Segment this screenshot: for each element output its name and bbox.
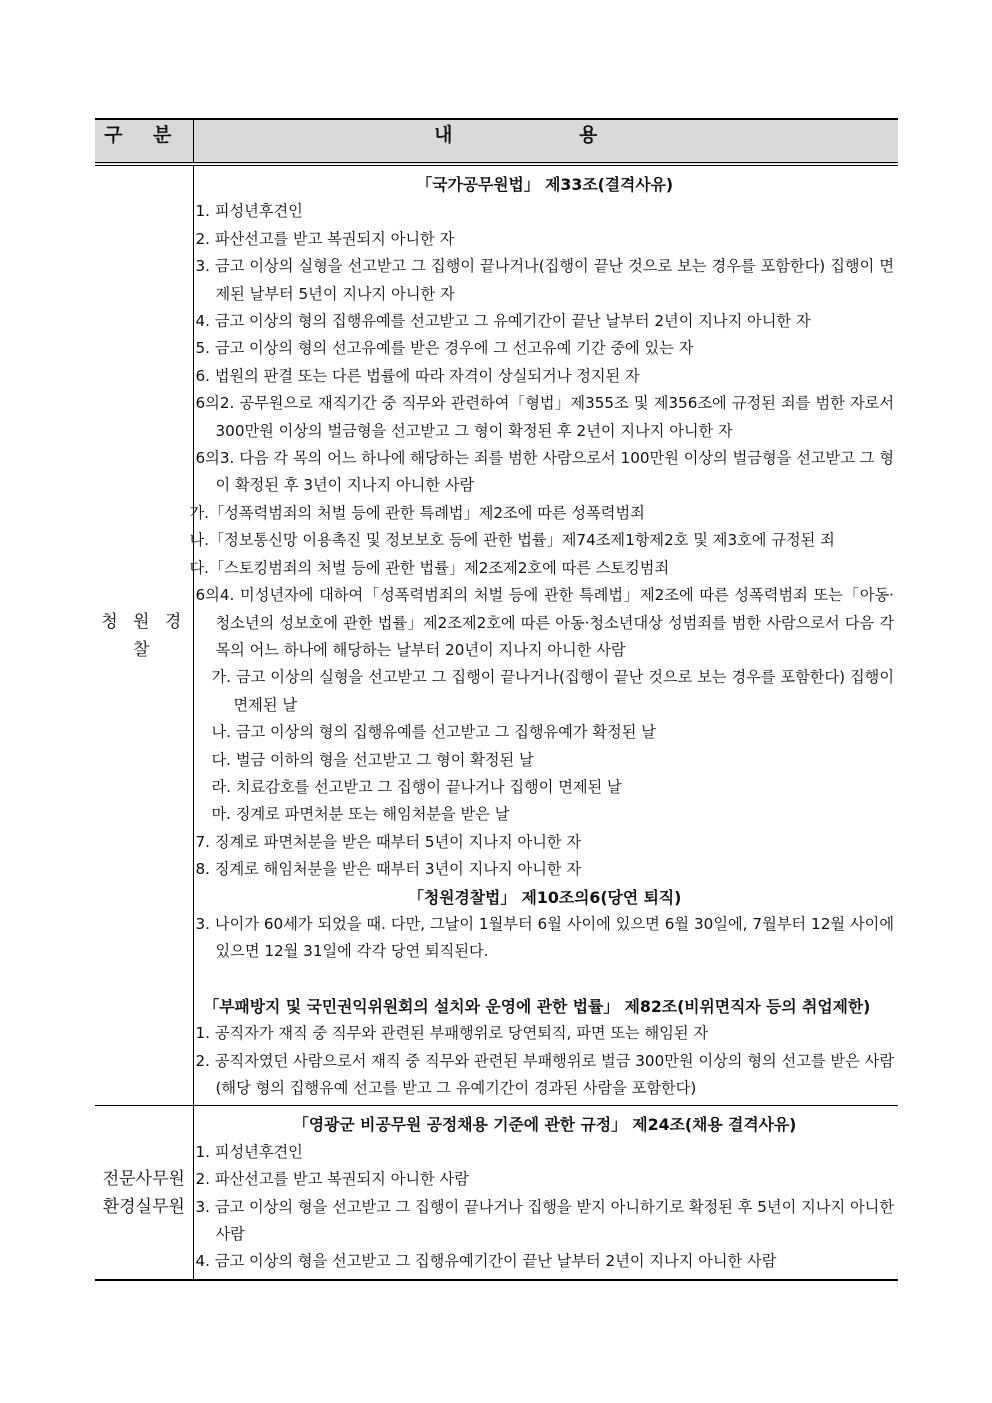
list-item: 3. 금고 이상의 형을 선고받고 그 집행이 끝나거나 집행을 받지 아니하기로 확정된 후 5년이 지나지 아니한 사람 <box>195 1197 894 1244</box>
sub-item: 나. 금고 이상의 형의 집행유예를 선고받고 그 집행유예가 확정된 날 <box>211 723 656 742</box>
list-item: 2. 공직자였던 사람으로서 재직 중 직무와 관련된 부패행위로 벌금 300만원 이상의 형의 선고를 받은 사람(해당 형의 집행유예 선고를 받고 그 유예기간이 경과된 사람을 포함한다) <box>195 1051 894 1097</box>
list-item: 4. 금고 이상의 형의 집행유예를 선고받고 그 유예기간이 끝난 날부터 2년이 지나지 아니한 자 <box>195 312 811 331</box>
law-title-yeonggwang-hiring-rule: 「영광군 비공무원 공정채용 기준에 관한 규정」 제24조(채용 결격사유) <box>293 1115 797 1135</box>
sub-item: 가. 금고 이상의 실형을 선고받고 그 집행이 끝나거나(집행이 끝난 것으로 보는 경우를 포함한다) 집행이 면제된 날 <box>211 668 894 714</box>
list-item: 2. 파산선고를 받고 복권되지 아니한 사람 <box>195 1170 469 1189</box>
list-item: 6의4. 미성년자에 대하여「성폭력범죄의 처벌 등에 관한 특례법」제2조에 따른 성폭력범죄 또는「아동·청소년의 성보호에 관한 법률」제2조제2호에 따른 아동·청소년대상 성범죄를 범한 사람으로서 다음 각 목의 어느 하나에 해당하는 날부터 20년이 지나지 아니한 사람 <box>195 586 894 659</box>
law-title-security-guard-act: 「청원경찰법」 제10조의6(당연 퇴직) <box>408 887 682 907</box>
disqualification-table <box>95 118 898 1281</box>
list-item: 1. 공직자가 재직 중 직무와 관련된 부패행위로 당연퇴직, 파면 또는 해임된 자 <box>195 1024 709 1043</box>
spacer <box>196 966 895 993</box>
law-title-public-officials-act: 「국가공무원법」 제33조(결격사유) <box>416 175 674 194</box>
list-item: 7. 징계로 파면처분을 받은 때부터 5년이 지나지 아니한 자 <box>195 832 582 851</box>
sub-item: 다. 벌금 이하의 형을 선고받고 그 형이 확정된 날 <box>211 750 534 769</box>
sub-item: 가.「성폭력범죄의 처벌 등에 관한 특례법」제2조에 따른 성폭력범죄 <box>189 503 645 522</box>
sub-item: 나.「정보통신망 이용촉진 및 정보보호 등에 관한 법률」제74조제1항제2호 및 제3호에 규정된 죄 <box>189 531 835 550</box>
category-security-guard <box>95 164 193 1106</box>
sub-item: 다.「스토킹범죄의 처벌 등에 관한 법률」제2조제2호에 따른 스토킹범죄 <box>189 558 670 577</box>
sub-item: 라. 치료감호를 선고받고 그 집행이 끝나거나 집행이 면제된 날 <box>211 777 622 796</box>
sub-item: 마. 징계로 파면처분 또는 해임처분을 받은 날 <box>211 805 510 824</box>
list-item: 3. 나이가 60세가 되었을 때. 다만, 그날이 1월부터 6월 사이에 있으면 6월 30일에, 7월부터 12월 사이에 있으면 12월 31일에 각각 당연 퇴직된다. <box>195 914 894 961</box>
list-item: 5. 금고 이상의 형의 선고유예를 받은 경우에 그 선고유예 기간 중에 있는 자 <box>195 339 694 358</box>
list-item: 1. 피성년후견인 <box>195 202 303 221</box>
list-item: 8. 징계로 해임처분을 받은 때부터 3년이 지나지 아니한 자 <box>195 860 582 879</box>
list-item: 2. 파산선고를 받고 복권되지 아니한 자 <box>195 229 455 248</box>
category-specialist-clerk <box>95 1106 193 1280</box>
law-title-anti-corruption-act: 「부패방지 및 국민권익위원회의 설치와 운영에 관한 법률」 제82조(비위면직자 등의 취업제한) <box>203 996 871 1016</box>
list-item: 3. 금고 이상의 실형을 선고받고 그 집행이 끝나거나(집행이 끝난 것으로 보는 경우를 포함한다) 집행이 면제된 날부터 5년이 지나지 아니한 자 <box>195 257 894 303</box>
table-header-row <box>95 119 898 164</box>
list-item: 4. 금고 이상의 형을 선고받고 그 집행유예기간이 끝난 날부터 2년이 지나지 아니한 사람 <box>195 1252 777 1271</box>
category-label: 청 원 경 찰 <box>101 611 187 660</box>
category-label-line2: 환경실무원 <box>102 1196 185 1217</box>
table-row-specialist-clerk <box>95 1106 898 1280</box>
category-label-line1: 전문사무원 <box>102 1168 185 1189</box>
table-row-security-guard <box>95 164 898 1106</box>
list-item: 6의3. 다음 각 목의 어느 하나에 해당하는 죄를 범한 사람으로서 100만원 이상의 벌금형을 선고받고 그 형이 확정된 후 3년이 지나지 아니한 사람 <box>195 449 894 495</box>
content-cell <box>193 1106 898 1280</box>
list-item: 1. 피성년후견인 <box>195 1142 303 1161</box>
header-category: 구 분 <box>95 119 193 164</box>
content-cell <box>189 164 898 1106</box>
header-content: 내 용 <box>193 119 898 164</box>
list-item: 6. 법원의 판결 또는 다른 법률에 따라 자격이 상실되거나 정지된 자 <box>195 366 640 385</box>
list-item: 6의2. 공무원으로 재직기간 중 직무와 관련하여「형법」제355조 및 제356조에 규정된 죄를 범한 자로서 300만원 이상의 벌금형을 선고받고 그 형이 확정된 후 2년이 지나지 아니한 자 <box>195 394 894 440</box>
